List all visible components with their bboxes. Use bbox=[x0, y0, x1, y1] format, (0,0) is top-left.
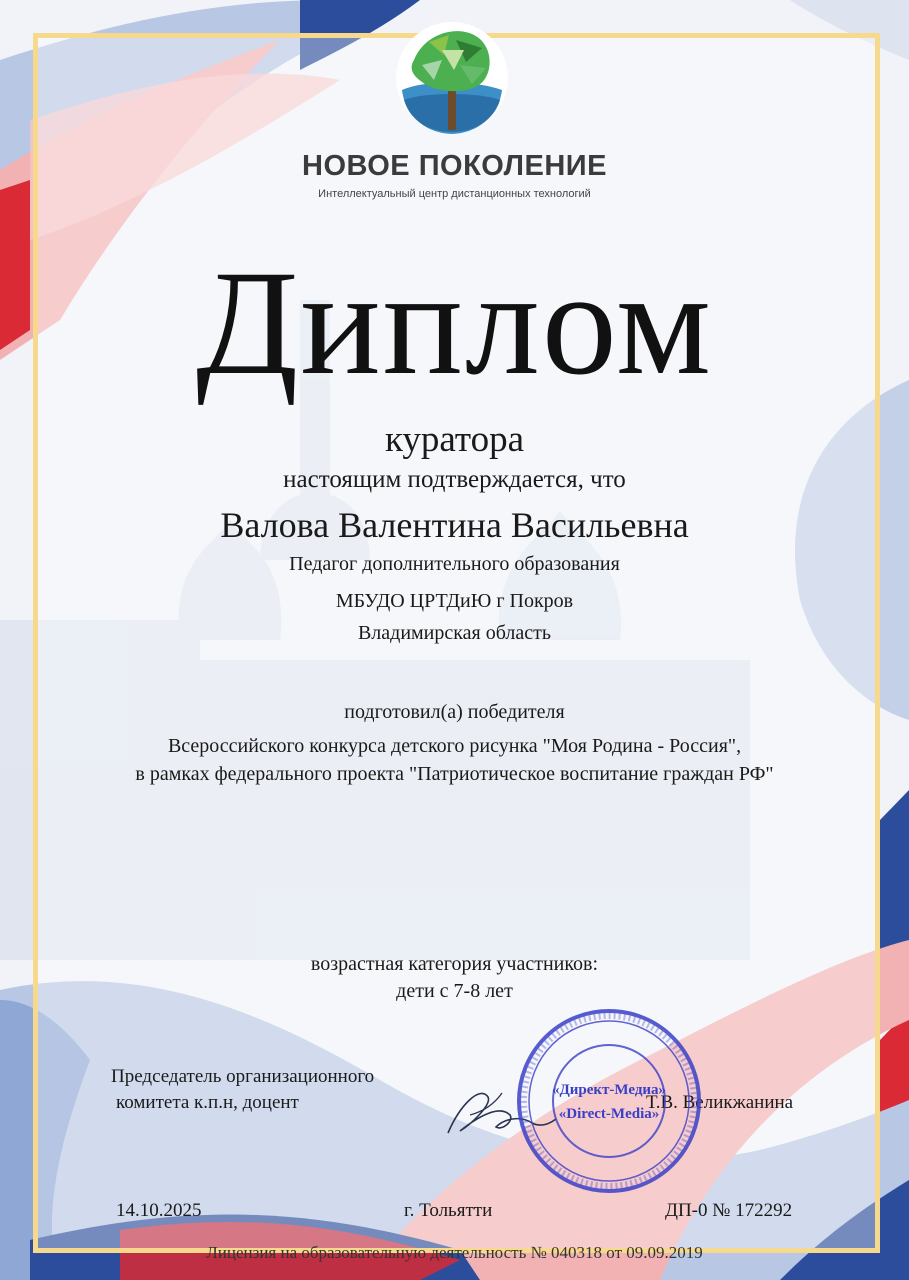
contest-line-1: Всероссийского конкурса детского рисунка "Моя Родина - Россия", bbox=[167, 735, 742, 757]
diploma-role: куратора bbox=[384, 419, 525, 460]
tree-logo-icon bbox=[394, 20, 510, 140]
issue-date: 14.10.2025 bbox=[116, 1200, 202, 1221]
recipient-organization: МБУДО ЦРТДиЮ г Покров bbox=[335, 590, 574, 612]
brand-name: НОВОЕ ПОКОЛЕНИЕ bbox=[302, 150, 607, 182]
contest-line-2: в рамках федерального проекта "Патриотическое воспитание граждан РФ" bbox=[135, 763, 774, 785]
age-category-value: дети с 7-8 лет bbox=[396, 980, 513, 1002]
diploma-number: ДП-0 № 172292 bbox=[665, 1200, 793, 1221]
stamp-name-ru: «Директ-Медиа» bbox=[551, 1082, 667, 1098]
brand-subtitle: Интеллектуальный центр дистанционных технологий bbox=[318, 188, 591, 200]
stamp-name-en: «Direct-Media» bbox=[558, 1106, 660, 1122]
prepared-text: подготовил(а) победителя bbox=[344, 701, 565, 723]
age-category-label: возрастная категория участников: bbox=[310, 953, 599, 975]
chair-title-line-2: комитета к.п.н, доцент bbox=[116, 1092, 299, 1113]
issue-city: г. Тольятти bbox=[404, 1200, 493, 1221]
organization-stamp-icon bbox=[514, 1006, 704, 1196]
chair-title-line-1: Председатель организационного bbox=[111, 1066, 375, 1087]
confirm-text: настоящим подтверждается, что bbox=[283, 466, 626, 493]
diploma-title: Диплом bbox=[196, 240, 713, 406]
recipient-position: Педагог дополнительного образования bbox=[289, 553, 620, 575]
license-text: Лицензия на образовательную деятельность № 040318 от 09.09.2019 bbox=[206, 1243, 703, 1262]
recipient-region: Владимирская область bbox=[357, 622, 552, 644]
signer-name: Т.В. Великжанина bbox=[646, 1092, 794, 1113]
recipient-name: Валова Валентина Васильевна bbox=[220, 505, 689, 545]
